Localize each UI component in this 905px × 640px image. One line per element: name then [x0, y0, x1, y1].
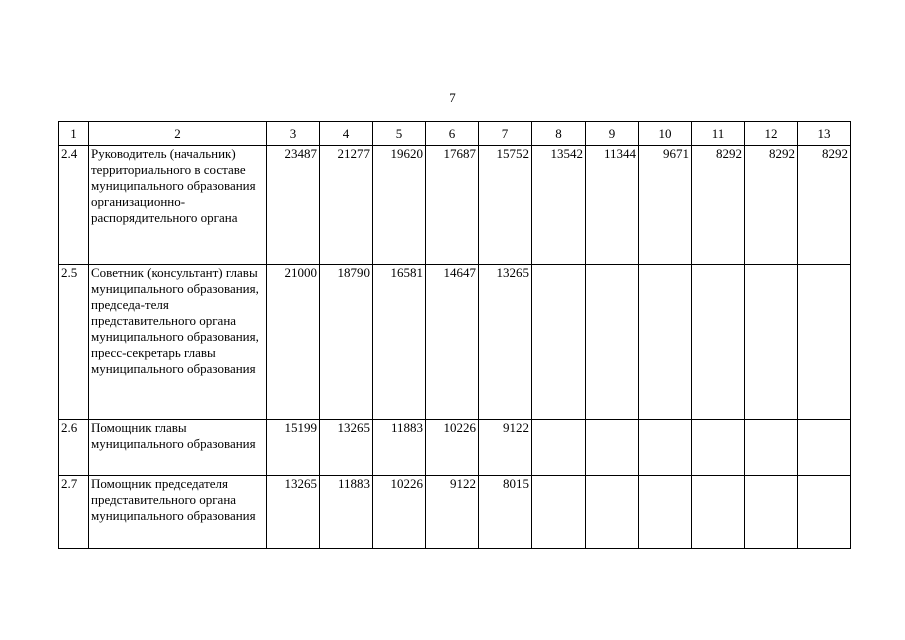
- salary-value: 14647: [426, 265, 479, 420]
- salary-value: 8015: [479, 476, 532, 549]
- salary-value: 10226: [373, 476, 426, 549]
- salary-value: [586, 265, 639, 420]
- column-header: 5: [373, 122, 426, 146]
- salary-value: [745, 265, 798, 420]
- salary-value: 8292: [692, 146, 745, 265]
- salary-value: [692, 476, 745, 549]
- salary-value: [692, 265, 745, 420]
- column-header: 13: [798, 122, 851, 146]
- position-name: Руководитель (начальник) территориального в составе муниципального образования организационно-распорядительного органа: [89, 146, 267, 265]
- salary-value: [532, 265, 586, 420]
- salary-value: 17687: [426, 146, 479, 265]
- column-header: 10: [639, 122, 692, 146]
- salary-value: [639, 420, 692, 476]
- salary-value: 13542: [532, 146, 586, 265]
- column-header: 2: [89, 122, 267, 146]
- salary-value: 19620: [373, 146, 426, 265]
- table-row: [59, 265, 851, 420]
- salary-value: 11344: [586, 146, 639, 265]
- salary-value: 8292: [798, 146, 851, 265]
- salary-value: 13265: [479, 265, 532, 420]
- column-header: 4: [320, 122, 373, 146]
- column-header: 6: [426, 122, 479, 146]
- column-header: 3: [267, 122, 320, 146]
- salary-value: 21000: [267, 265, 320, 420]
- salary-value: [745, 476, 798, 549]
- salary-value: [586, 420, 639, 476]
- page-number: 7: [449, 90, 456, 105]
- table-header-row: [59, 122, 851, 146]
- row-code: 2.6: [59, 420, 89, 476]
- salary-value: 15752: [479, 146, 532, 265]
- row-code: 2.4: [59, 146, 89, 265]
- row-code: 2.7: [59, 476, 89, 549]
- column-header: 1: [59, 122, 89, 146]
- salary-value: [639, 265, 692, 420]
- table-row: [59, 420, 851, 476]
- table-row: [59, 476, 851, 549]
- salary-value: [798, 265, 851, 420]
- salary-value: [798, 420, 851, 476]
- position-name: Помощник председателя представительного органа муниципального образования: [89, 476, 267, 549]
- salary-value: 9122: [426, 476, 479, 549]
- salary-value: 18790: [320, 265, 373, 420]
- salary-value: 13265: [267, 476, 320, 549]
- salary-value: 9671: [639, 146, 692, 265]
- position-name: Помощник главы муниципального образования: [89, 420, 267, 476]
- column-header: 11: [692, 122, 745, 146]
- salary-value: [586, 476, 639, 549]
- salary-value: 10226: [426, 420, 479, 476]
- salary-value: 11883: [320, 476, 373, 549]
- column-header: 12: [745, 122, 798, 146]
- salary-value: 23487: [267, 146, 320, 265]
- salary-value: 11883: [373, 420, 426, 476]
- salary-value: 13265: [320, 420, 373, 476]
- salary-value: 21277: [320, 146, 373, 265]
- salary-value: [692, 420, 745, 476]
- row-code: 2.5: [59, 265, 89, 420]
- column-header: 7: [479, 122, 532, 146]
- salary-value: [798, 476, 851, 549]
- table-row: [59, 146, 851, 265]
- salary-value: [532, 420, 586, 476]
- salary-value: 15199: [267, 420, 320, 476]
- column-header: 8: [532, 122, 586, 146]
- salary-value: 9122: [479, 420, 532, 476]
- salary-table: [58, 121, 851, 549]
- salary-value: [532, 476, 586, 549]
- position-name: Советник (консультант) главы муниципального образования, председа-теля представительного органа муниципального образования, пресс-секретарь главы муниципального образования: [89, 265, 267, 420]
- salary-value: [745, 420, 798, 476]
- salary-value: [639, 476, 692, 549]
- salary-value: 8292: [745, 146, 798, 265]
- column-header: 9: [586, 122, 639, 146]
- salary-value: 16581: [373, 265, 426, 420]
